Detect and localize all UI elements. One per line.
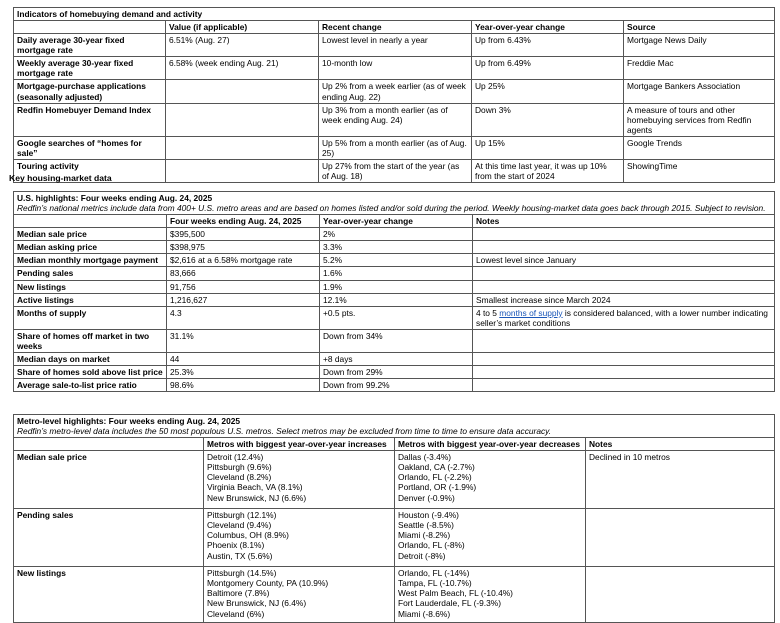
table-cell: 12.1% [320, 293, 473, 306]
list-item: Phoenix (8.1%) [207, 540, 265, 551]
table-cell: +0.5 pts. [320, 306, 473, 329]
row-label: Share of homes sold above list price [14, 366, 167, 379]
table-cell: $398,975 [167, 241, 320, 254]
table-cell: Declined in 10 metros [586, 451, 775, 509]
table-cell: Up 25% [472, 80, 624, 103]
row-label: Average sale-to-list price ratio [14, 379, 167, 392]
table-row [14, 379, 775, 392]
demand-table-title: Indicators of homebuying demand and activity [14, 8, 775, 21]
us-table-title: U.S. highlights: Four weeks ending Aug. 24, 2025 [17, 193, 213, 203]
column-header: Recent change [319, 21, 472, 34]
table-cell: 10-month low [319, 57, 472, 80]
table-cell: 4.3 [167, 306, 320, 329]
column-header [14, 438, 204, 451]
table-cell: Up from 6.43% [472, 34, 624, 57]
supply-note-text: is considered balanced, with a lower number indicating seller’s market conditions [476, 307, 768, 328]
table-cell [473, 379, 775, 392]
list-item: West Palm Beach, FL (-10.4%) [398, 588, 513, 599]
list-item: Cleveland (9.4%) [207, 520, 272, 531]
table-cell: Down from 29% [320, 366, 473, 379]
list-item: Oakland, CA (-2.7%) [398, 462, 475, 473]
table-row [14, 280, 775, 293]
table-row [14, 136, 775, 159]
column-header [14, 215, 167, 228]
list-item: Montgomery County, PA (10.9%) [207, 578, 329, 589]
us-table-subtitle: Redfin’s national metrics include data from 400+ U.S. metro areas and are based on homes listed and/or sold during the period. Weekly housing-market data goes back through 2015. Subject to revision. [17, 203, 766, 214]
row-label: Google searches of “homes for sale” [14, 136, 166, 159]
table-cell: 1,216,627 [167, 293, 320, 306]
table-cell: Up 2% from a week earlier (as of week ending Aug. 22) [319, 80, 472, 103]
decreases-cell [395, 451, 586, 509]
row-label: Pending sales [14, 267, 167, 280]
column-header: Value (if applicable) [166, 21, 319, 34]
list-item: Portland, OR (-1.9%) [398, 482, 477, 493]
table-row [14, 267, 775, 280]
table-cell [473, 228, 775, 241]
table-cell: $395,500 [167, 228, 320, 241]
table-cell: At this time last year, it was up 10% from the start of 2024 [472, 160, 624, 183]
list-item: Austin, TX (5.6%) [207, 550, 273, 561]
table-cell [473, 353, 775, 366]
column-header: Notes [473, 215, 775, 228]
list-item: Virginia Beach, VA (8.1%) [207, 482, 303, 493]
decreases-cell [395, 567, 586, 623]
table-cell: Up 5% from a month earlier (as of Aug. 25) [319, 136, 472, 159]
table-cell: Lowest level in nearly a year [319, 34, 472, 57]
table-row [14, 254, 775, 267]
section-heading: Key housing-market data [9, 173, 112, 183]
list-item: Orlando, FL (-14%) [398, 568, 470, 579]
list-item: Fort Lauderdale, FL (-9.3%) [398, 598, 502, 609]
table-cell: Mortgage Bankers Association [624, 80, 775, 103]
table-cell: $2,616 at a 6.58% mortgage rate [167, 254, 320, 267]
increases-cell [204, 567, 395, 623]
table-cell [473, 306, 775, 329]
list-item: Pittsburgh (9.6%) [207, 462, 272, 473]
table-cell: Up 3% from a month earlier (as of week ending Aug. 24) [319, 103, 472, 136]
row-label: Median sale price [14, 228, 167, 241]
table-cell [473, 366, 775, 379]
table-cell: 1.6% [320, 267, 473, 280]
table-header-row [14, 438, 775, 451]
table-cell: Up 27% from the start of the year (as of Aug. 18) [319, 160, 472, 183]
list-item: Orlando, FL (-2.2%) [398, 472, 472, 483]
table-cell: 25.3% [167, 366, 320, 379]
demand-indicators-table [13, 7, 775, 183]
column-header: Four weeks ending Aug. 24, 2025 [167, 215, 320, 228]
table-row [14, 160, 775, 183]
column-header: Metros with biggest year-over-year decreases [395, 438, 586, 451]
table-cell: Down 3% [472, 103, 624, 136]
table-cell: Up 15% [472, 136, 624, 159]
metro-table-subtitle: Redfin’s metro-level data includes the 50 most populous U.S. metros. Select metros may be excluded from time to time to ensure data accuracy. [17, 426, 552, 437]
row-label: Active listings [14, 293, 167, 306]
column-header: Year-over-year change [472, 21, 624, 34]
table-cell: 83,666 [167, 267, 320, 280]
row-label: Months of supply [14, 306, 167, 329]
metro-table-title: Metro-level highlights: Four weeks ending Aug. 24, 2025 [17, 416, 241, 426]
table-cell: +8 days [320, 353, 473, 366]
table-cell [473, 329, 775, 352]
table-header-row [14, 215, 775, 228]
table-cell: 2% [320, 228, 473, 241]
table-row [14, 293, 775, 306]
table-cell: 3.3% [320, 241, 473, 254]
metro-highlights-table [13, 414, 775, 623]
list-item: Cleveland (8.2%) [207, 472, 272, 483]
table-cell: 91,756 [167, 280, 320, 293]
table-row [14, 103, 775, 136]
column-header: Notes [586, 438, 775, 451]
table-cell: 31.1% [167, 329, 320, 352]
table-cell [473, 280, 775, 293]
table-cell: A measure of tours and other homebuying services from Redfin agents [624, 103, 775, 136]
row-label: Touring activity [14, 160, 166, 183]
table-cell: Smallest increase since March 2024 [473, 293, 775, 306]
table-row [14, 57, 775, 80]
table-cell [586, 509, 775, 567]
list-item: New Brunswick, NJ (6.6%) [207, 492, 307, 503]
table-row [14, 353, 775, 366]
table-cell [166, 136, 319, 159]
list-item: Seattle (-8.5%) [398, 520, 454, 531]
list-item: Miami (-8.6%) [398, 608, 451, 619]
row-label: Redfin Homebuyer Demand Index [14, 103, 166, 136]
table-cell: Mortgage News Daily [624, 34, 775, 57]
table-row [14, 509, 775, 567]
table-cell [166, 103, 319, 136]
table-cell: Freddie Mac [624, 57, 775, 80]
table-cell [166, 80, 319, 103]
list-item: Dallas (-3.4%) [398, 452, 452, 463]
table-cell: Google Trends [624, 136, 775, 159]
table-cell: Up from 6.49% [472, 57, 624, 80]
list-item: Houston (-9.4%) [398, 510, 459, 521]
table-header-row [14, 21, 775, 34]
table-cell: 44 [167, 353, 320, 366]
list-item: Pittsburgh (14.5%) [207, 568, 277, 579]
list-item: Tampa, FL (-10.7%) [398, 578, 472, 589]
table-row [14, 329, 775, 352]
row-label: Pending sales [14, 509, 204, 567]
list-item: Baltimore (7.8%) [207, 588, 270, 599]
row-label: Median asking price [14, 241, 167, 254]
row-label: Median days on market [14, 353, 167, 366]
table-cell [473, 241, 775, 254]
list-item: Miami (-8.2%) [398, 530, 451, 541]
row-label: Weekly average 30-year fixed mortgage rate [14, 57, 166, 80]
row-label: Mortgage-purchase applications (seasonally adjusted) [14, 80, 166, 103]
table-row [14, 34, 775, 57]
table-cell: Down from 99.2% [320, 379, 473, 392]
column-header: Source [624, 21, 775, 34]
decreases-cell [395, 509, 586, 567]
table-cell [166, 160, 319, 183]
table-cell: 1.9% [320, 280, 473, 293]
supply-note-text: 4 to 5 [476, 307, 500, 318]
table-row [14, 80, 775, 103]
row-label: Daily average 30-year fixed mortgage rate [14, 34, 166, 57]
table-cell [586, 567, 775, 623]
row-label: Share of homes off market in two weeks [14, 329, 167, 352]
table-cell: 5.2% [320, 254, 473, 267]
increases-cell [204, 509, 395, 567]
column-header: Metros with biggest year-over-year increases [204, 438, 395, 451]
row-label: New listings [14, 567, 204, 623]
row-label: Median monthly mortgage payment [14, 254, 167, 267]
table-cell [473, 267, 775, 280]
table-row [14, 241, 775, 254]
metro-table-header-cell [14, 415, 775, 438]
table-row [14, 366, 775, 379]
table-row [14, 567, 775, 623]
table-cell: ShowingTime [624, 160, 775, 183]
table-cell: Lowest level since January [473, 254, 775, 267]
list-item: Pittsburgh (12.1%) [207, 510, 277, 521]
list-item: Detroit (-8%) [398, 550, 446, 561]
list-item: Detroit (12.4%) [207, 452, 264, 463]
list-item: New Brunswick, NJ (6.4%) [207, 598, 307, 609]
table-cell: 98.6% [167, 379, 320, 392]
list-item: Denver (-0.9%) [398, 492, 455, 503]
column-header [14, 21, 166, 34]
table-cell: 6.51% (Aug. 27) [166, 34, 319, 57]
table-row [14, 451, 775, 509]
table-cell: Down from 34% [320, 329, 473, 352]
row-label: New listings [14, 280, 167, 293]
increases-cell [204, 451, 395, 509]
list-item: Columbus, OH (8.9%) [207, 530, 289, 541]
us-highlights-table [13, 191, 775, 392]
table-row [14, 228, 775, 241]
list-item: Orlando, FL (-8%) [398, 540, 465, 551]
us-table-header-cell [14, 192, 775, 215]
table-cell: 6.58% (week ending Aug. 21) [166, 57, 319, 80]
months-of-supply-link[interactable]: months of supply [499, 307, 563, 318]
table-row [14, 306, 775, 329]
row-label: Median sale price [14, 451, 204, 509]
list-item: Cleveland (6%) [207, 608, 265, 619]
column-header: Year-over-year change [320, 215, 473, 228]
